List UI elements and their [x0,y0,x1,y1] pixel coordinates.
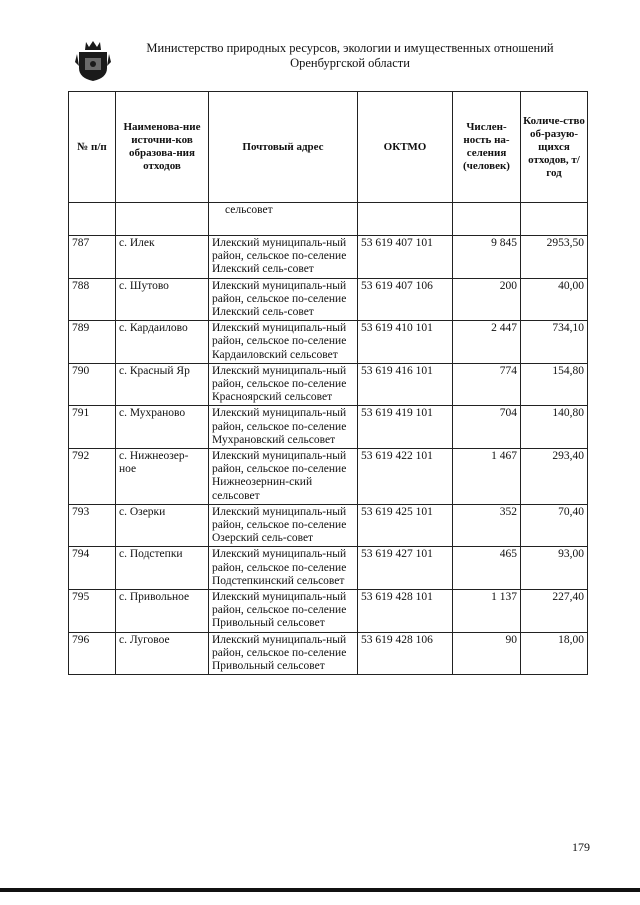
table-row [69,547,588,590]
source-name-cell: с. Илек [116,236,209,279]
oktmo-code-cell: 53 619 410 101 [358,321,453,364]
oktmo-code-cell: 53 619 407 106 [358,278,453,321]
waste-sources-table [68,91,588,675]
population-cell: 2 447 [453,321,521,364]
postal-address-cell: Илекский муниципаль-ный район, сельское по-селение Озерский сель-совет [209,504,358,547]
row-number-cell: 795 [69,590,116,633]
source-name-cell: с. Кардаилово [116,321,209,364]
table-row [69,406,588,449]
waste-amount-cell: 40,00 [521,278,588,321]
col-header-address: Почтовый адрес [209,92,358,203]
region-name: Оренбургской области [290,56,410,70]
table-row [69,504,588,547]
postal-address-cell: Илекский муниципаль-ный район, сельское по-селение Нижнеозернин-ский сельсовет [209,449,358,505]
row-number-cell: 791 [69,406,116,449]
col-header-source-name: Наименова-ние источни-ков образова-ния отходов [116,92,209,203]
source-name-cell: с. Привольное [116,590,209,633]
waste-amount-cell: 734,10 [521,321,588,364]
oktmo-code-cell: 53 619 428 106 [358,632,453,675]
waste-amount-cell: 93,00 [521,547,588,590]
oktmo-code-cell: 53 619 422 101 [358,449,453,505]
waste-amount-cell: 140,80 [521,406,588,449]
postal-address-cell: Илекский муниципаль-ный район, сельское по-селение Илекский сель-совет [209,236,358,279]
oktmo-code-cell: 53 619 416 101 [358,363,453,406]
population-cell: 352 [453,504,521,547]
row-number-cell: 794 [69,547,116,590]
waste-amount-cell: 18,00 [521,632,588,675]
population-cell: 704 [453,406,521,449]
source-name-cell: с. Мухраново [116,406,209,449]
postal-address-cell: Илекский муниципаль-ный район, сельское по-селение Краснoярский сельсовет [209,363,358,406]
continuation-row [69,203,588,236]
population-cell: 9 845 [453,236,521,279]
population-cell: 90 [453,632,521,675]
continuation-text: сельсовет [209,203,358,236]
waste-amount-cell: 154,80 [521,363,588,406]
table-header-row [69,92,588,203]
source-name-cell: с. Озерки [116,504,209,547]
col-header-waste: Количе-ство об-разую-щихся отходов, т/год [521,92,588,203]
source-name-cell: с. Подстепки [116,547,209,590]
oktmo-code-cell: 53 619 419 101 [358,406,453,449]
oktmo-code-cell: 53 619 425 101 [358,504,453,547]
table-row [69,363,588,406]
row-number-cell: 793 [69,504,116,547]
oktmo-code-cell: 53 619 407 101 [358,236,453,279]
postal-address-cell: Илекский муниципаль-ный район, сельское по-селение Мухрановский сельсовет [209,406,358,449]
row-number-cell: 789 [69,321,116,364]
row-number-cell: 788 [69,278,116,321]
row-number-cell: 790 [69,363,116,406]
postal-address-cell: Илекский муниципаль-ный район, сельское по-селение Подстепкинский сельсовет [209,547,358,590]
row-number-cell: 787 [69,236,116,279]
table-row [69,632,588,675]
col-header-number: № п/п [69,92,116,203]
source-name-cell: с. Нижнеозер-ное [116,449,209,505]
postal-address-cell: Илекский муниципаль-ный район, сельское по-селение Привольный сельсовет [209,590,358,633]
ministry-name: Министерство природных ресурсов, экологии и имущественных отношений [146,41,554,55]
page-number: 179 [572,840,590,854]
oktmo-code-cell: 53 619 428 101 [358,590,453,633]
population-cell: 774 [453,363,521,406]
waste-amount-cell: 293,40 [521,449,588,505]
col-header-oktmo: ОКТМО [358,92,453,203]
coat-of-arms-icon [75,38,111,82]
table-row [69,590,588,633]
postal-address-cell: Илекский муниципаль-ный район, сельское по-селение Привольный сельсовет [209,632,358,675]
col-header-population: Числен-ность на-селения (человек) [453,92,521,203]
waste-amount-cell: 2953,50 [521,236,588,279]
table-row [69,449,588,505]
waste-amount-cell: 227,40 [521,590,588,633]
source-name-cell: с. Луговое [116,632,209,675]
postal-address-cell: Илекский муниципаль-ный район, сельское по-селение Илекский сель-совет [209,278,358,321]
footer-rule [0,888,640,892]
oktmo-code-cell: 53 619 427 101 [358,547,453,590]
table-row [69,278,588,321]
waste-amount-cell: 70,40 [521,504,588,547]
population-cell: 1 137 [453,590,521,633]
table-row [69,321,588,364]
row-number-cell: 796 [69,632,116,675]
source-name-cell: с. Шутово [116,278,209,321]
ministry-header [130,41,570,71]
population-cell: 465 [453,547,521,590]
source-name-cell: с. Красный Яр [116,363,209,406]
population-cell: 200 [453,278,521,321]
row-number-cell: 792 [69,449,116,505]
postal-address-cell: Илекский муниципаль-ный район, сельское по-селение Кардаиловский сельсовет [209,321,358,364]
table-row [69,236,588,279]
population-cell: 1 467 [453,449,521,505]
